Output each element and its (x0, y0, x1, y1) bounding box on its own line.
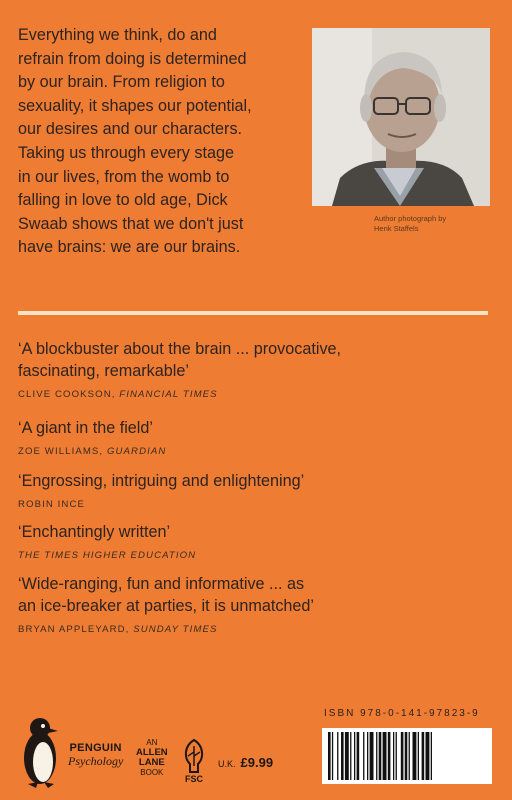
barcode-bar (363, 732, 364, 780)
barcode-bar (422, 732, 425, 780)
imprint-logos (18, 714, 308, 790)
barcode-bar (376, 732, 377, 780)
isbn-text: ISBN 978-0-141-97823-9 (324, 708, 480, 719)
blurb-line: have brains: we are our brains. (18, 238, 241, 257)
price-amount: £9.99 (240, 755, 274, 770)
allen-an: AN (146, 738, 158, 747)
attribution-name: ROBIN INCE (18, 499, 85, 510)
blurb-line: Taking us through every stage (18, 143, 234, 162)
quote-line: ‘Engrossing, intriguing and enlightening’ (18, 472, 305, 490)
barcode-bar (388, 732, 391, 780)
attribution-publication: THE TIMES HIGHER EDUCATION (18, 550, 197, 561)
barcode-bar (409, 732, 410, 780)
photo-credit (374, 214, 484, 233)
blurb-line: refrain from doing is determined (18, 49, 247, 68)
attribution-name: BRYAN APPLEYARD, (18, 624, 134, 635)
review-quote (18, 573, 498, 636)
review-quote (18, 417, 498, 458)
barcode-bar (328, 732, 331, 780)
barcode-bar (405, 732, 408, 780)
barcode-bar (350, 732, 351, 780)
divider-rule (18, 311, 488, 315)
quote-line: ‘Wide-ranging, fun and informative ... as (18, 575, 305, 593)
quote-attribution (18, 623, 498, 636)
blurb-line: Everything we think, do and (18, 26, 217, 44)
barcode-bar (393, 732, 394, 780)
review-quote (18, 470, 498, 511)
quote-attribution (18, 388, 498, 401)
attribution-name: ZOE WILLIAMS, (18, 446, 107, 457)
blurb-line: Swaab shows that we don't just (18, 214, 244, 233)
blurb-line: by our brain. From religion to (18, 73, 225, 92)
series-name: Psychology (68, 754, 124, 768)
barcode-bar (379, 732, 382, 780)
blurb-line: falling in love to old age, Dick (18, 191, 228, 210)
blurb-line: sexuality, it shapes our potential, (18, 96, 252, 115)
fsc-label: FSC (185, 774, 203, 784)
quote-attribution (18, 445, 498, 458)
author-photo (312, 28, 490, 206)
barcode-bar (337, 732, 338, 780)
quote-attribution (18, 498, 498, 511)
attribution-publication: GUARDIAN (106, 446, 167, 457)
quote-line: ‘Enchantingly written’ (18, 523, 171, 541)
review-quote (18, 338, 498, 401)
attribution-publication: FINANCIAL TIMES (119, 389, 218, 400)
barcode-bar (396, 732, 397, 780)
blurb-line: our desires and our characters. (18, 120, 243, 139)
photo-credit-line: Author photograph by (374, 214, 447, 223)
quote-line: ‘A blockbuster about the brain ... provocative, (18, 340, 342, 358)
review-quote (18, 521, 498, 562)
attribution-publication: SUNDAY TIMES (133, 624, 218, 635)
barcode-bar (345, 732, 349, 780)
penguin-logo-icon (18, 714, 62, 790)
publisher-name: PENGUIN (69, 742, 122, 754)
quote-line: ‘A giant in the field’ (18, 419, 153, 437)
price-tag (218, 754, 273, 772)
blurb-line: in our lives, from the womb to (18, 167, 230, 186)
barcode-bar (341, 732, 344, 780)
publisher-mark (68, 742, 123, 768)
price-region: U.K. (218, 759, 236, 769)
photo-credit-line: Henk Staffels (374, 223, 419, 233)
barcode-bar (413, 732, 417, 780)
attribution-name: CLIVE COOKSON, (18, 389, 120, 400)
blurb-text (18, 24, 308, 260)
barcode (322, 728, 492, 784)
allen-lane-mark (136, 738, 168, 778)
barcode-bar (431, 732, 432, 780)
quote-attribution (18, 549, 498, 562)
barcode-bar (370, 732, 374, 780)
barcode-bar (354, 732, 355, 780)
lane-word: LANE (138, 757, 165, 768)
fsc-tree-icon (178, 736, 210, 786)
allen-word: ALLEN (136, 747, 168, 758)
barcode-bar (418, 732, 419, 780)
barcode-bar (367, 732, 368, 780)
quote-line: fascinating, remarkable’ (18, 362, 189, 380)
barcode-bar (332, 732, 333, 780)
barcode-bar (357, 732, 360, 780)
quote-line: an ice-breaker at parties, it is unmatched’ (18, 597, 315, 615)
barcode-bar (383, 732, 387, 780)
allen-book: BOOK (140, 768, 164, 777)
barcode-bar (401, 732, 404, 780)
barcode-bar (426, 732, 430, 780)
